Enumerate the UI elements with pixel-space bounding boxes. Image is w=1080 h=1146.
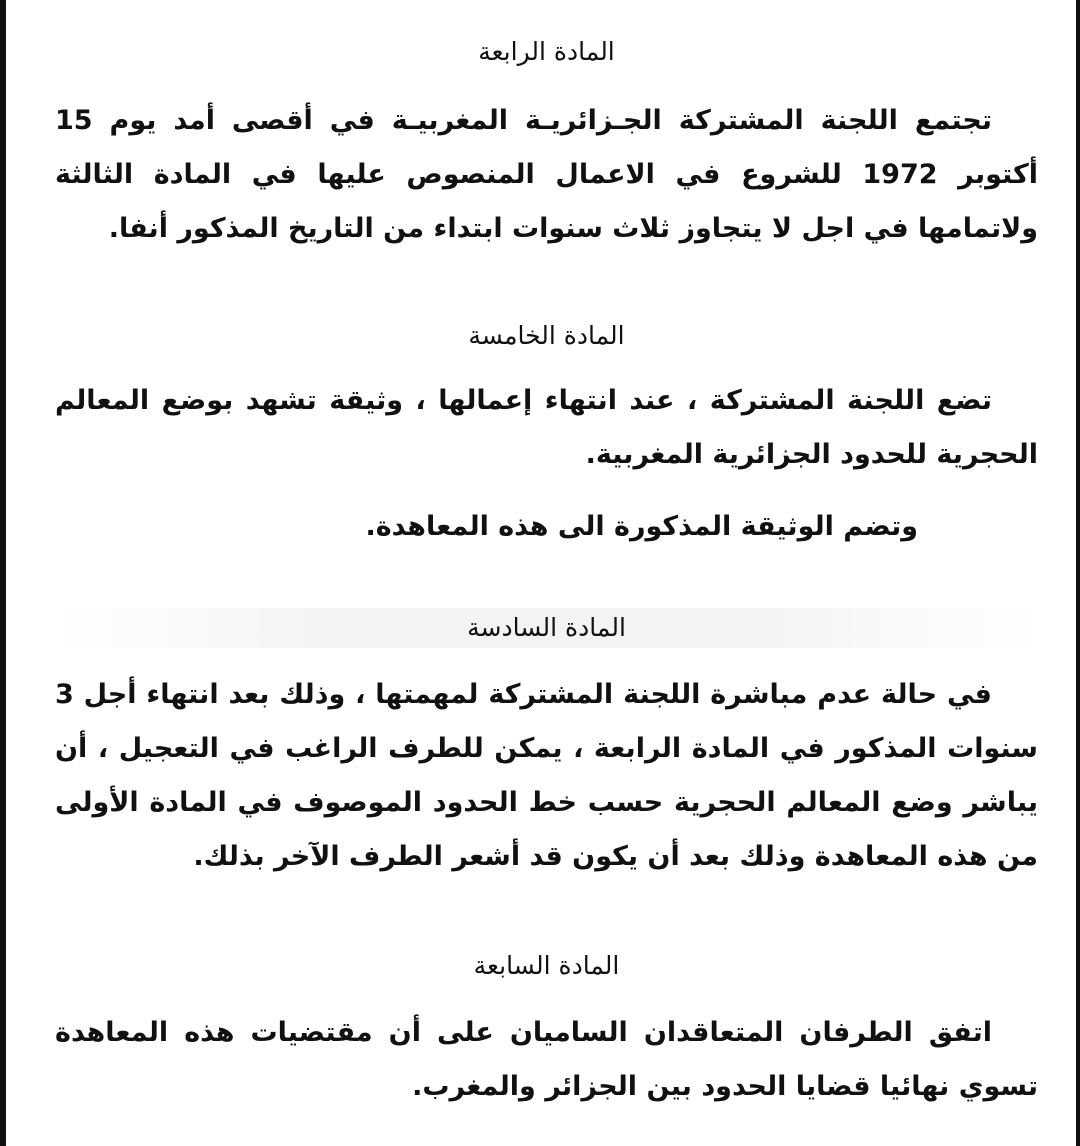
article-6-paragraph-1: في حالة عدم مباشرة اللجنة المشتركة لمهمتها ، وذلك بعد انتهاء أجل 3 سنوات المذكور في المادة الرابعة ، يمكن للطرف الراغب في التعجيل ، أن يباشر وضع المعالم الحجرية حسب خط الحدود الموصوف في المادة الأولى من هذه المعاهدة وذلك بعد أن يكون قد أشعر الطرف الآخر بذلك. [55, 679, 1038, 872]
article-5 [55, 316, 1038, 554]
article-4-heading: المادة الرابعة [478, 37, 615, 66]
article-5-paragraph-2: وتضم الوثيقة المذكورة الى هذه المعاهدة. [365, 511, 918, 542]
article-7-paragraph-1: اتفق الطرفان المتعاقدان الساميان على أن مقتضيات هذه المعاهدة تسوي نهائيا قضايا الحدود بين الجزائر والمغرب. [55, 1017, 1038, 1102]
article-5-paragraph-1: تضع اللجنة المشتركة ، عند انتهاء إعمالها ، وثيقة تشهد بوضع المعالم الحجرية للحدود الجزائرية المغربية. [55, 385, 1038, 470]
article-4-paragraph-1: تجتمع اللجنة المشتركة الجـزائريـة المغربيـة في أقصى أمد يوم 15 أكتوبر 1972 للشروع في الاعمال المنصوص عليها في المادة الثالثة ولاتمامها في اجل لا يتجاوز ثلاث سنوات ابتداء من التاريخ المذكور أنفا. [55, 105, 1038, 244]
article-5-heading: المادة الخامسة [468, 321, 625, 350]
article-4 [55, 32, 1038, 256]
page-edge-right-border [1076, 0, 1080, 1146]
article-6 [55, 608, 1038, 884]
article-7 [55, 946, 1038, 1114]
article-6-heading: المادة السادسة [55, 608, 1038, 648]
article-7-heading: المادة السابعة [473, 951, 620, 980]
page-edge-left-border [0, 0, 6, 1146]
